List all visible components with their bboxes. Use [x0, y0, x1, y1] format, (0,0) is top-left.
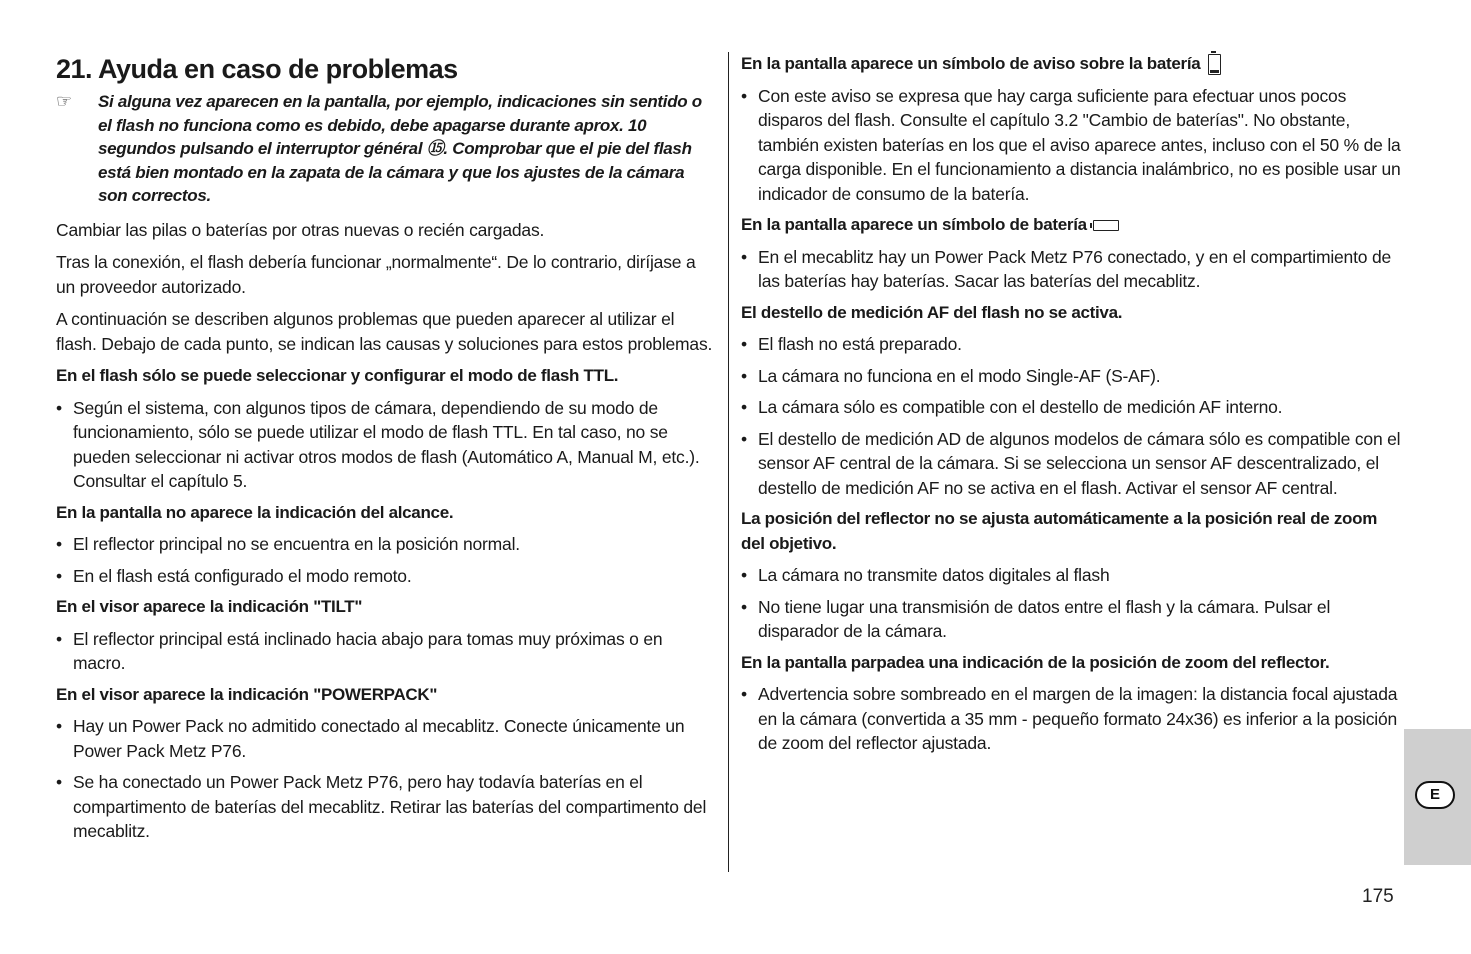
- list-item: • No tiene lugar una transmisión de datos entre el flash y la cámara. Pulsar el disparador de la cámara.: [741, 595, 1401, 644]
- note-text: Si alguna vez aparecen en la pantalla, por ejemplo, indicaciones sin sentido o el flash no funciona como es debido, debe apagarse durante aprox. 10 segundos pulsando el interruptor général ⑮. Comprobar que el pie del flash está bien montado en la zapata de la cámara y que los ajustes de la cámara son correctos.: [98, 92, 702, 205]
- section-heading: En la pantalla no aparece la indicación del alcance.: [56, 502, 454, 522]
- section-heading: En la pantalla parpadea una indicación de la posición de zoom del reflector.: [741, 652, 1330, 672]
- section-zoom-blink: [741, 651, 1401, 756]
- pointing-hand-icon: ☞: [56, 91, 73, 111]
- section-heading-text: En la pantalla aparece un símbolo de aviso sobre la batería: [741, 54, 1201, 73]
- note-block: [56, 90, 716, 208]
- section-af-assist: [741, 301, 1401, 501]
- section-heading-text: En la pantalla aparece un símbolo de batería: [741, 215, 1087, 234]
- section-tilt: [56, 595, 716, 676]
- page-number: 175: [1362, 886, 1394, 907]
- list-item: • Se ha conectado un Power Pack Metz P76, pero hay todavía baterías en el compartimento de baterías del mecablitz. Retirar las baterías del compartimento del mecablitz.: [56, 770, 716, 844]
- list-item: • Advertencia sobre sombreado en el margen de la imagen: la distancia focal ajustada en la cámara (convertida a 35 mm - pequeño formato 24x36) es inferior a la posición de zoom del reflector ajustada.: [741, 682, 1401, 756]
- section-ttl-only: [56, 364, 716, 494]
- section-zoom-position: [741, 507, 1401, 644]
- section-powerpack: [56, 683, 716, 844]
- list-item: • La cámara no funciona en el modo Single-AF (S-AF).: [741, 364, 1401, 389]
- list-item: • En el mecablitz hay un Power Pack Metz P76 conectado, y en el compartimiento de las baterías hay baterías. Sacar las baterías del mecablitz.: [741, 245, 1401, 294]
- list-item: • La cámara no transmite datos digitales al flash: [741, 563, 1401, 588]
- page-title: 21. Ayuda en caso de problemas: [56, 54, 458, 84]
- language-badge: E: [1415, 781, 1455, 809]
- list-item: • En el flash está configurado el modo remoto.: [56, 564, 716, 589]
- section-heading: En el visor aparece la indicación "TILT": [56, 597, 363, 616]
- section-no-range: [56, 501, 716, 589]
- column-divider: [728, 52, 729, 872]
- battery-warning-icon: [1208, 54, 1221, 75]
- section-battery-warning: [741, 52, 1401, 206]
- section-heading: [741, 213, 1401, 238]
- list-item: • El reflector principal no se encuentra en la posición normal.: [56, 532, 716, 557]
- right-column: [741, 52, 1401, 763]
- section-heading: En el flash sólo se puede seleccionar y configurar el modo de flash TTL.: [56, 366, 619, 385]
- section-heading: [741, 52, 1401, 77]
- left-column: [56, 52, 716, 851]
- battery-icon: [1093, 220, 1119, 231]
- section-heading: El destello de medición AF del flash no se activa.: [741, 302, 1123, 322]
- section-battery-symbol: [741, 213, 1401, 294]
- intro-paragraph: A continuación se describen algunos problemas que pueden aparecer al utilizar el flash. Debajo de cada punto, se indican las causas y soluciones para estos problemas.: [56, 309, 713, 354]
- list-item: • El reflector principal está inclinado hacia abajo para tomas muy próximas o en macro.: [56, 627, 716, 676]
- list-item: • El flash no está preparado.: [741, 332, 1401, 357]
- list-item: • La cámara sólo es compatible con el destello de medición AF interno.: [741, 395, 1401, 420]
- list-item: • Según el sistema, con algunos tipos de cámara, dependiendo de su modo de funcionamiento, sólo se puede utilizar el modo de flash TTL. En tal caso, no se pueden seleccionar ni activar otros modos de flash (Automático A, Manual M, etc.). Consultar el capítulo 5.: [56, 396, 716, 494]
- intro-paragraph: Tras la conexión, el flash debería funcionar „normalmente“. De lo contrario, diríjase a un proveedor autorizado.: [56, 252, 696, 297]
- intro-paragraph: Cambiar las pilas o baterías por otras nuevas o recién cargadas.: [56, 219, 545, 240]
- list-item: • Hay un Power Pack no admitido conectado al mecablitz. Conecte únicamente un Power Pack Metz P76.: [56, 714, 716, 763]
- list-item: • El destello de medición AD de algunos modelos de cámara sólo es compatible con el sensor AF central de la cámara. Si se selecciona un sensor AF descentralizado, el destello de medición AF no se activa en el flash. Activar el sensor AF central.: [741, 427, 1401, 501]
- language-tab: [1404, 729, 1471, 865]
- list-item: • Con este aviso se expresa que hay carga suficiente para efectuar unos pocos disparos del flash. Consulte el capítulo 3.2 "Cambio de baterías". No obstante, también existen baterías en los que el aviso aparece antes, incluso con el 50 % de la carga disponible. En el funcionamiento a distancia inalámbrico, no es posible usar un indicador de consumo de la batería.: [741, 84, 1401, 207]
- section-heading: En el visor aparece la indicación "POWERPACK": [56, 684, 438, 704]
- section-heading: La posición del reflector no se ajusta automáticamente a la posición real de zoom del objetivo.: [741, 509, 1378, 553]
